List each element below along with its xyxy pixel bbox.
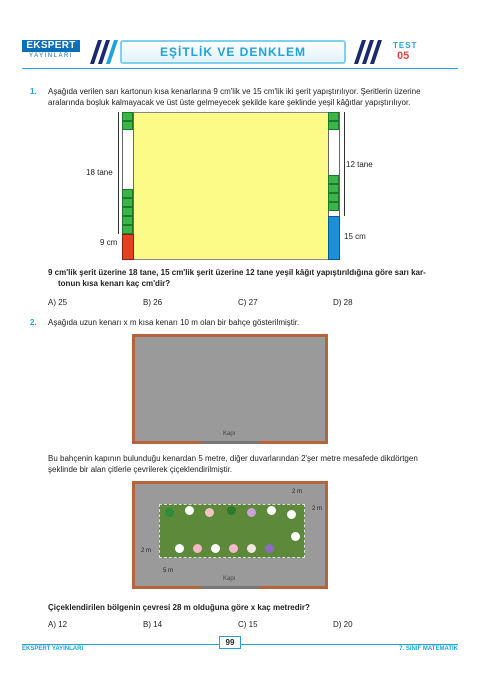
q1-number: 1. bbox=[30, 87, 37, 96]
q2-question: Çiçeklendirilen bölgenin çevresi 28 m olduğuna göre x kaç metredir? bbox=[48, 603, 310, 612]
garden-door bbox=[201, 441, 259, 444]
q2-text2-line2: şeklinde bir alan çitlerle çevrilerek çiçeklendirilmiştir. bbox=[48, 465, 233, 474]
garden-door bbox=[201, 586, 259, 589]
yellow-cardboard bbox=[122, 112, 340, 260]
q2-option-b[interactable]: B) 14 bbox=[143, 620, 163, 629]
logo-top-text: EKSPERT bbox=[22, 40, 80, 52]
q2-text2-line1: Bu bahçenin kapının bulunduğu kenardan 5 metre, diğer duvarlarından 2'şer metre mesafede dikdörtgen bbox=[48, 454, 418, 463]
q2-option-a[interactable]: A) 12 bbox=[48, 620, 68, 629]
q2-option-c[interactable]: C) 15 bbox=[238, 620, 258, 629]
q1-option-b[interactable]: B) 26 bbox=[143, 298, 163, 307]
page-title: EŞİTLİK VE DENKLEM bbox=[159, 45, 306, 59]
right-distance-label: 2 m bbox=[312, 506, 323, 512]
publisher-logo bbox=[22, 40, 80, 62]
flower bbox=[267, 506, 276, 515]
green-square bbox=[328, 112, 339, 121]
q2-option-d[interactable]: D) 20 bbox=[333, 620, 353, 629]
flower bbox=[265, 544, 274, 553]
bottom-distance-label: 5 m bbox=[163, 568, 174, 574]
green-square bbox=[328, 175, 339, 184]
left-distance-label: 2 m bbox=[141, 548, 152, 554]
q1-text-line2: aralarında boşluk kalmayacak ve üst üste gelmeyecek şekilde kare şeklinde yeşil kâğıtlar yapıştırılıyor. bbox=[48, 98, 411, 107]
left-strip-label: 9 cm bbox=[100, 238, 118, 247]
green-square bbox=[328, 202, 339, 211]
green-square bbox=[328, 121, 339, 130]
flower bbox=[247, 544, 256, 553]
door-label: Kapı bbox=[223, 431, 236, 437]
q1-question-line1: 9 cm'lik şerit üzerine 18 tane, 15 cm'lik şerit üzerine 12 tane yeşil kâğıt yapıştırıldığına göre sarı kar- bbox=[48, 268, 426, 277]
stripes-decoration-right bbox=[350, 38, 388, 66]
green-square bbox=[122, 121, 133, 130]
green-square bbox=[328, 193, 339, 202]
garden-image bbox=[132, 334, 328, 444]
green-square bbox=[122, 207, 133, 216]
red-strip-end bbox=[122, 234, 134, 260]
flower bbox=[211, 544, 220, 553]
q1-text-line1: Aşağıda verilen sarı kartonun kısa kenarlarına 9 cm'lik ve 15 cm'lik iki şerit yapıştırılıyor. Şeritlerin üzerine bbox=[48, 87, 421, 96]
q1-question-line2: tonun kısa kenarı kaç cm'dir? bbox=[58, 279, 171, 288]
left-count-label: 18 tane bbox=[86, 168, 113, 177]
page-number: 99 bbox=[219, 636, 241, 649]
flower bbox=[247, 508, 256, 517]
flower bbox=[205, 508, 214, 517]
flower bbox=[287, 510, 296, 519]
right-dimension-line bbox=[344, 112, 345, 216]
stripes-decoration bbox=[84, 38, 124, 66]
green-square bbox=[122, 198, 133, 207]
title-banner bbox=[120, 40, 346, 64]
flower-garden-image bbox=[132, 481, 328, 589]
plant bbox=[227, 506, 236, 515]
q1-option-a[interactable]: A) 25 bbox=[48, 298, 68, 307]
header-divider bbox=[22, 68, 458, 69]
logo-bottom-text: YAYINLARI bbox=[29, 53, 73, 59]
blue-strip-end bbox=[328, 216, 340, 260]
q2-number: 2. bbox=[30, 318, 37, 327]
left-dimension-line bbox=[118, 112, 119, 234]
test-label: TEST bbox=[393, 41, 418, 50]
flower bbox=[291, 532, 300, 541]
top-distance-label: 2 m bbox=[292, 489, 303, 495]
green-square bbox=[122, 189, 133, 198]
green-square bbox=[122, 225, 133, 234]
green-square bbox=[122, 216, 133, 225]
q2-text: Aşağıda uzun kenarı x m kısa kenarı 10 m olan bir bahçe gösterilmiştir. bbox=[48, 318, 300, 327]
right-strip-label: 15 cm bbox=[344, 232, 366, 241]
footer-subject: 7. SINIF MATEMATİK bbox=[399, 646, 458, 652]
green-square bbox=[122, 112, 133, 121]
flower bbox=[229, 544, 238, 553]
page-header bbox=[0, 0, 480, 80]
plant bbox=[165, 508, 174, 517]
footer-publisher: EKSPERT YAYINLARI bbox=[22, 646, 84, 652]
flower bbox=[193, 544, 202, 553]
right-count-label: 12 tane bbox=[346, 160, 373, 169]
green-square bbox=[328, 184, 339, 193]
q1-option-c[interactable]: C) 27 bbox=[238, 298, 258, 307]
door-label: Kapı bbox=[223, 576, 236, 582]
flower bbox=[175, 544, 184, 553]
q1-option-d[interactable]: D) 28 bbox=[333, 298, 353, 307]
flower bbox=[185, 506, 194, 515]
test-number: 05 bbox=[397, 50, 410, 62]
